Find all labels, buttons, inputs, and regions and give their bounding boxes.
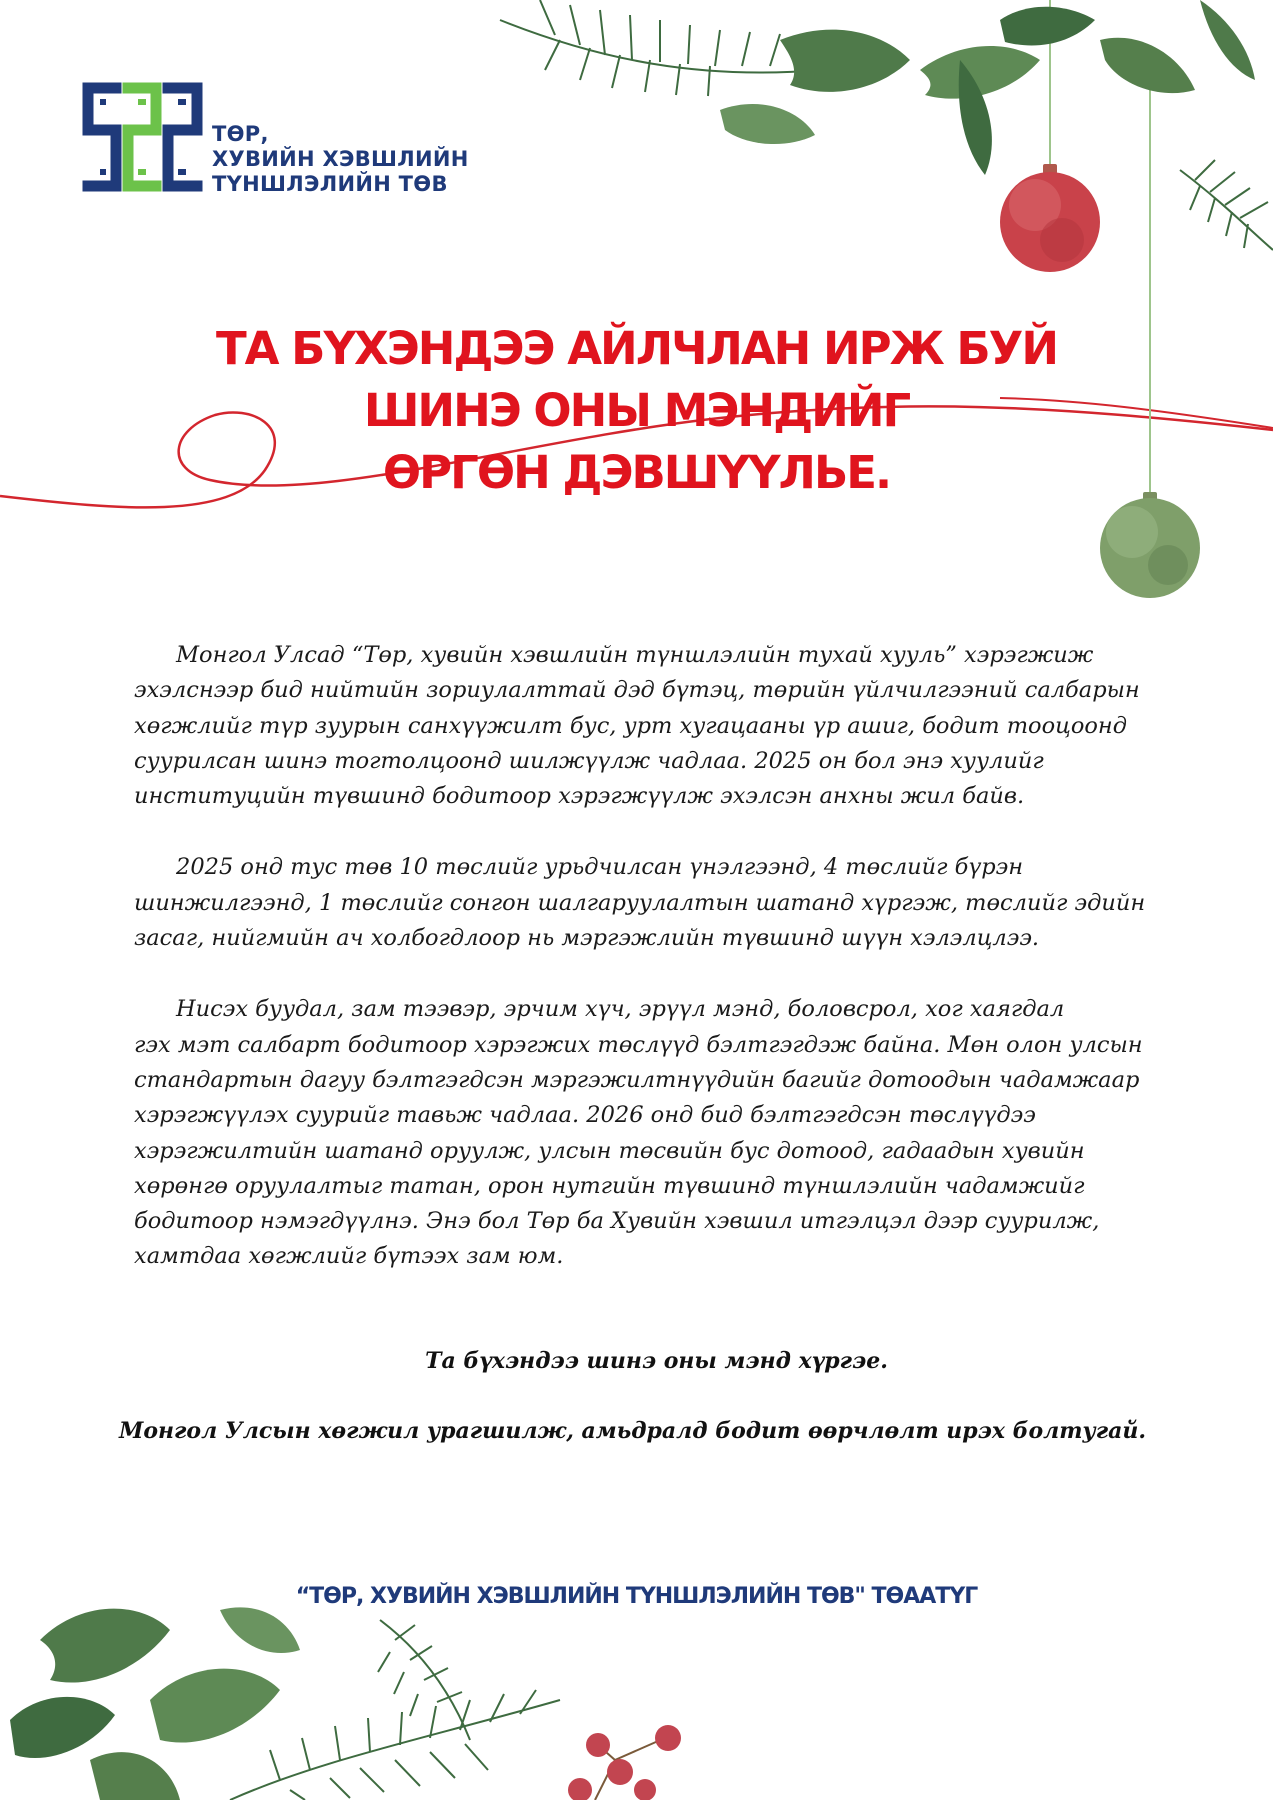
body-line: стандартын дагуу бэлтгэгдсэн мэргэжилтнүүдийн багийг дотоодын чадамжаар: [134, 1066, 1140, 1093]
headline-line-2: ШИНЭ ОНЫ МЭНДИЙГ: [363, 384, 910, 437]
body-line: Монгол Улсад “Төр, хувийн хэвшлийн түншлэлийн тухай хууль” хэрэгжиж: [176, 642, 1094, 668]
pine-branch-top-icon: [500, 0, 1273, 250]
paragraph-1: [134, 638, 1164, 814]
paragraph-3: [134, 992, 1164, 1274]
headline-line-1: ТА БҮХЭНДЭЭ АЙЛЧЛАН ИРЖ БУЙ: [215, 322, 1058, 375]
berries-icon: [568, 1725, 681, 1800]
body-line: хэрэгжүүлэх суурийг тавьж чадлаа. 2026 онд бид бэлтгэгдсэн төслүүдээ: [134, 1102, 1036, 1129]
holly-leaves-bottom-icon: [10, 1607, 300, 1800]
footer-signature: “ТӨР, ХУВИЙН ХЭВШЛИЙН ТҮНШЛЭЛИЙН ТӨВ" ТӨААТҮГ: [295, 1584, 978, 1609]
logo-text: [212, 122, 469, 197]
body-line: хэрэгжилтийн шатанд оруулж, улсын төсвийн бус дотоод, гадаадын хувийн: [134, 1137, 1085, 1164]
ppp-center-logo-icon: [80, 78, 205, 203]
greeting-line-2: Монгол Улсын хөгжил урагшилж, амьдралд бодит өөрчлөлт ирэх болтугай.: [118, 1418, 1147, 1444]
body-line: бодитоор нэмэгдүүлнэ. Энэ бол Төр ба Хувийн хэвшил итгэлцэл дээр суурилж,: [134, 1208, 1100, 1235]
body-line: 2025 онд тус төв 10 төслийг урьдчилсан үнэлгээнд, 4 төслийг бүрэн: [176, 854, 1024, 881]
body-line: гэх мэт салбарт бодитоор хэрэгжих төслүүд бэлтгэгдэж байна. Мөн олон улсын: [134, 1031, 1143, 1058]
red-ornament-icon: [1000, 164, 1100, 272]
logo-line-1: ТӨР,: [212, 122, 269, 146]
body-line: шинжилгээнд, 1 төслийг сонгон шалгаруулалтын шатанд хүргэж, төслийг эдийн: [134, 889, 1146, 916]
headline-line-3: ӨРГӨН ДЭВШҮҮЛЬЕ.: [382, 446, 891, 499]
headline: [0, 318, 1273, 504]
logo: [80, 78, 469, 208]
holly-leaves-top-icon: [720, 0, 1255, 175]
logo-line-3: ТҮНШЛЭЛИЙН ТӨВ: [212, 172, 448, 196]
body-line: Нисэх буудал, зам тээвэр, эрчим хүч, эрүүл мэнд, боловсрол, хог хаягдал: [176, 996, 1065, 1023]
greeting-line-1: Та бүхэндээ шинэ оны мэнд хүргэе.: [425, 1348, 888, 1374]
green-ornament-icon: [1100, 492, 1200, 598]
body-line: институцийн түвшинд бодитоор хэрэгжүүлж эхэлсэн анхны жил байв.: [134, 783, 1025, 810]
letter-body: [134, 638, 1164, 1311]
logo-line-2: ХУВИЙН ХЭВШЛИЙН: [212, 147, 469, 171]
body-line: засаг, нийгмийн ач холбогдлоор нь мэргэжлийн түвшинд шүүн хэлэлцлээ.: [134, 925, 1040, 952]
body-line: хөрөнгө оруулалтыг татан, орон нутгийн түвшинд түншлэлийн чадамжийг: [134, 1172, 1085, 1199]
body-line: хамтдаа хөгжлийг бүтээх зам юм.: [134, 1243, 564, 1270]
body-line: эхэлснээр бид нийтийн зориулалттай дэд бүтэц, төрийн үйлчилгээний салбарын: [134, 677, 1140, 704]
body-line: хөгжлийг түр зуурын санхүүжилт бус, урт хугацааны үр ашиг, бодит тооцоонд: [134, 712, 1128, 739]
body-line: суурилсан шинэ тогтолцоонд шилжүүлж чадлаа. 2025 он бол энэ хуулийг: [134, 747, 1044, 774]
paragraph-2: [134, 850, 1164, 956]
